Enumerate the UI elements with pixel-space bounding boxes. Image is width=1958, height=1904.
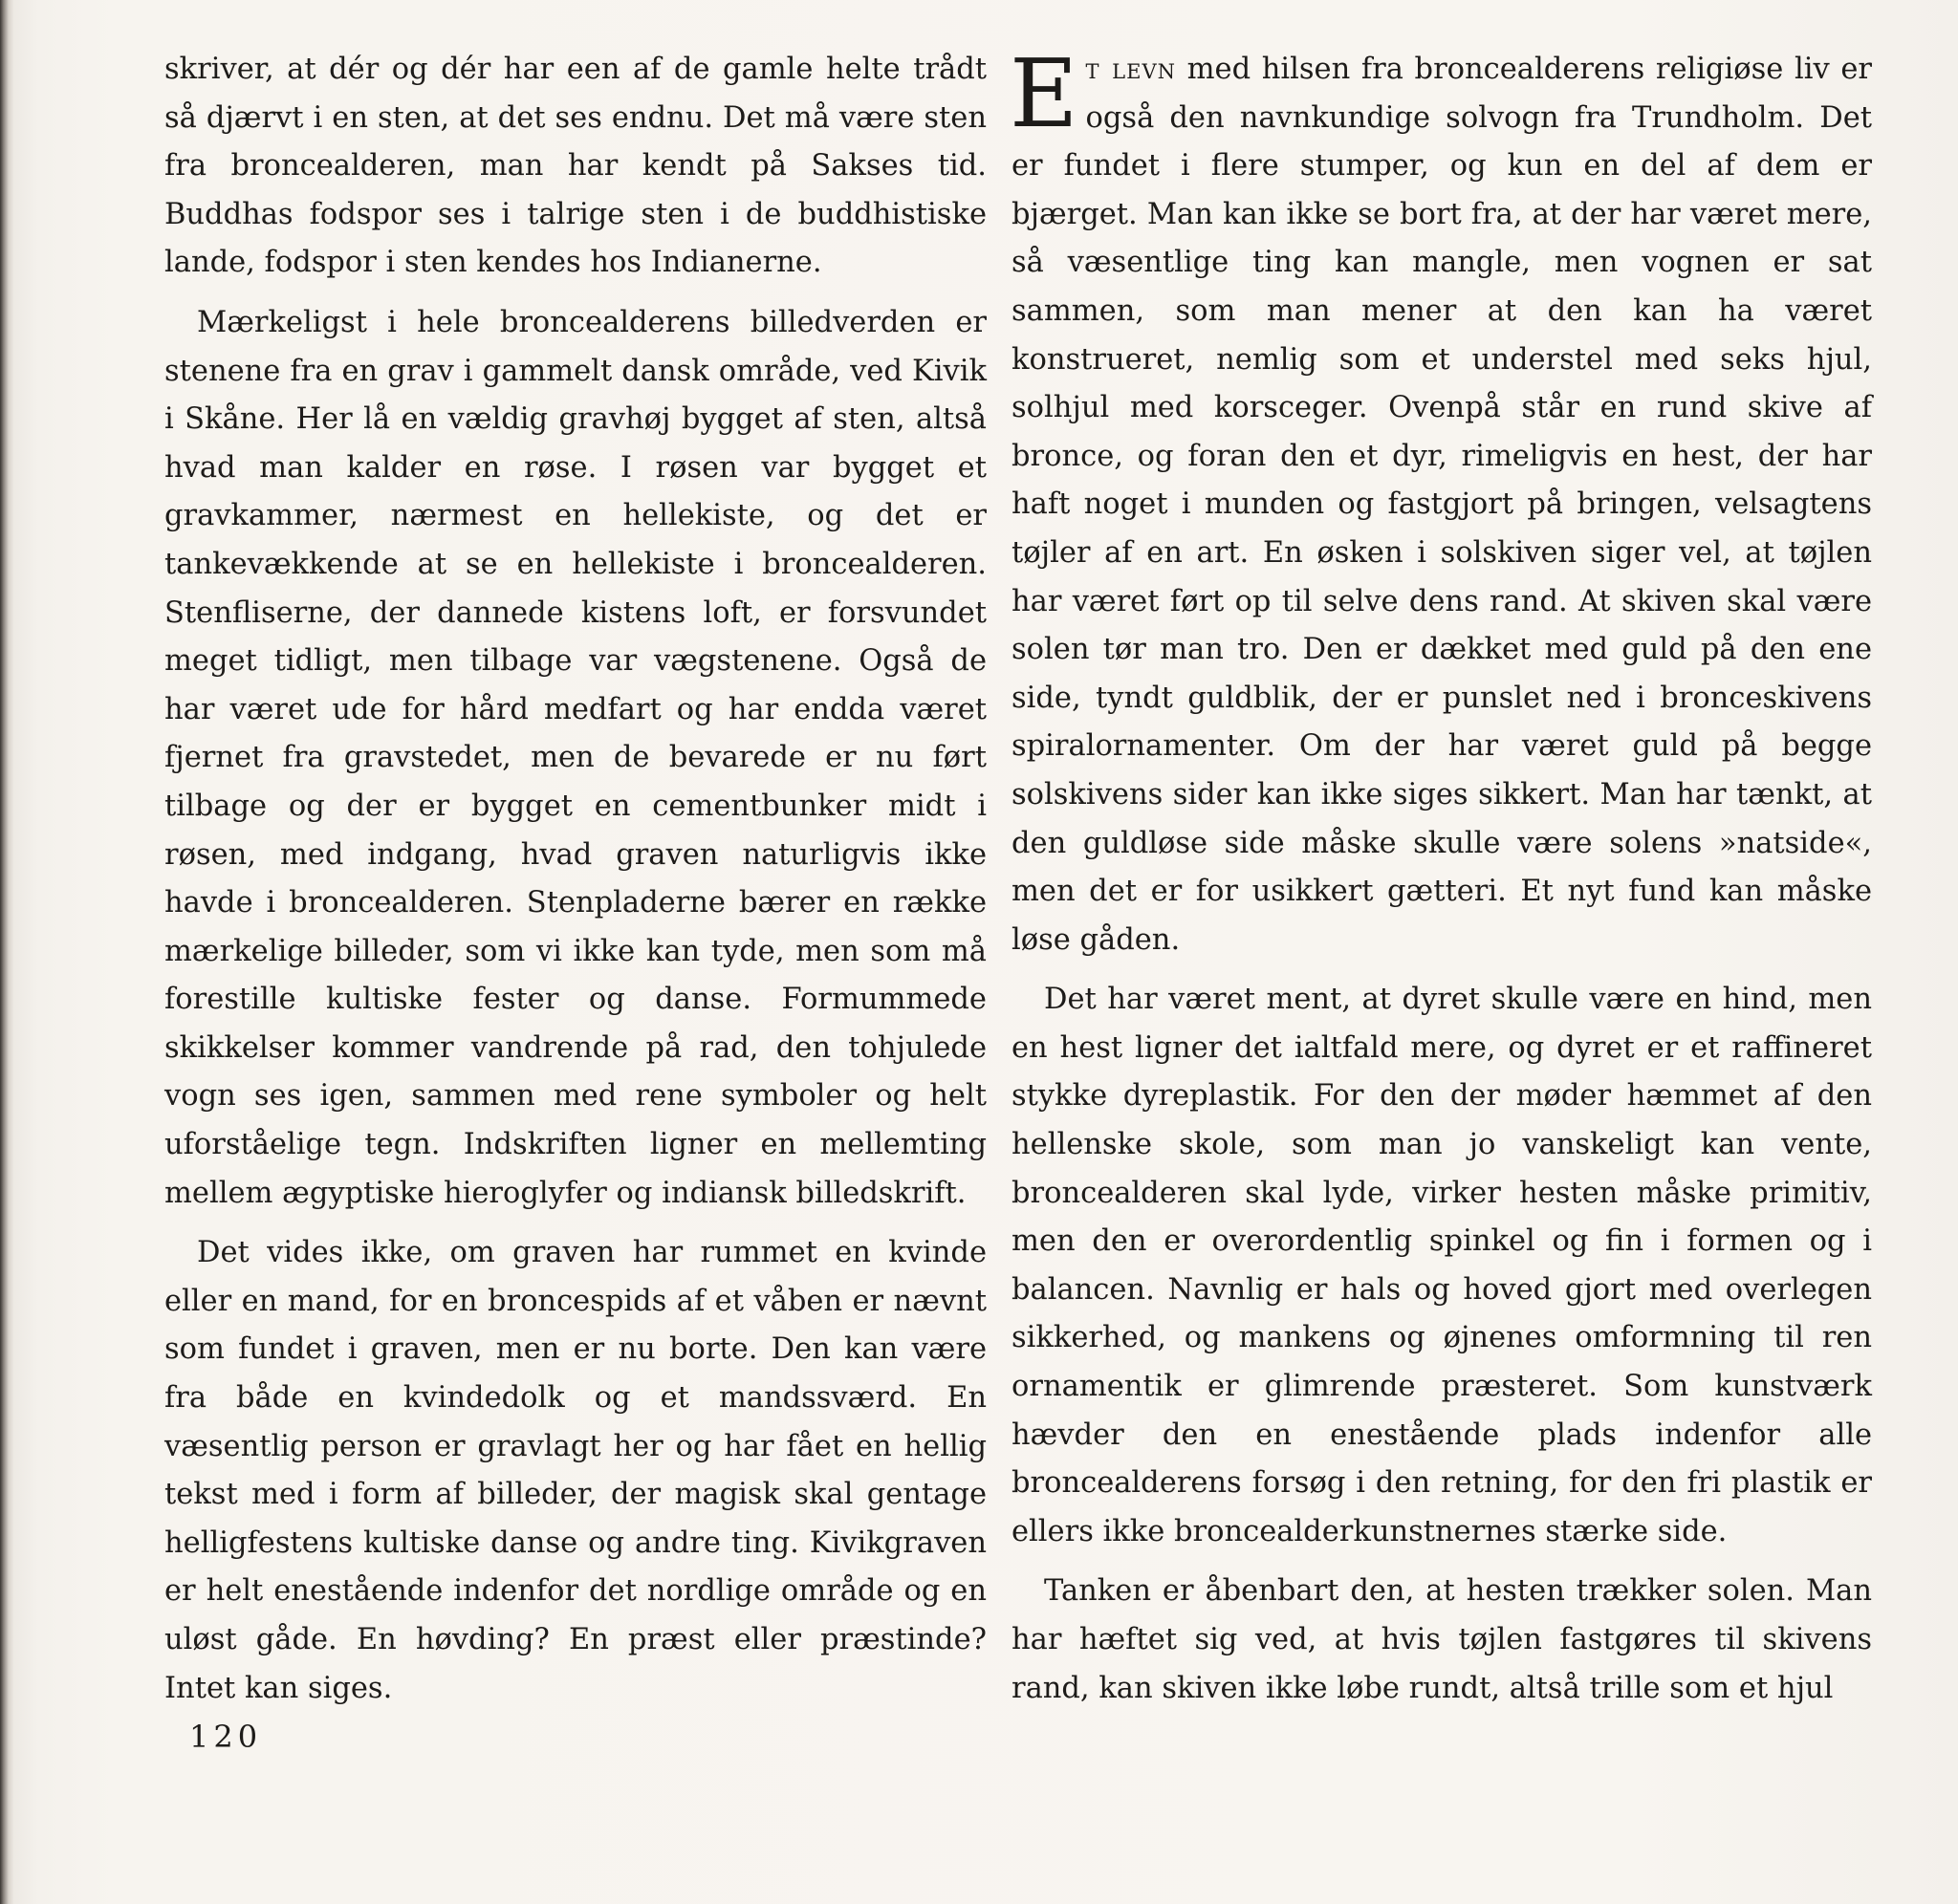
right-paragraph-1 [1010, 40, 1872, 964]
left-paragraph-2: Mærkeligst i hele broncealderens billedverden er stenene fra en grav i gammelt dansk område, ved Kivik i Skåne. Her lå en vældig gravhøj bygget af sten, altså hvad man kalder en røse. I røsen var bygget et gravkammer, nærmest en hellekiste, og det er tankevækkende at se en hellekiste i broncealderen. Stenfliserne, der dannede kistens loft, er forsvundet meget tidligt, men tilbage var vægstenene. Også de har været ude for hård medfart og har endda været fjernet fra gravstedet, men de bevarede er nu ført tilbage og der er bygget en cementbunker midt i røsen, med indgang, hvad graven naturligvis ikke havde i broncealderen. Stenpladerne bærer en række mærkelige billeder, som vi ikke kan tyde, men som må forestille kultiske fester og danse. Formummede skikkelser kommer vandrende på rad, den tohjulede vogn ses igen, sammen med rene symboler og helt uforståelige tegn. Indskriften ligner en mellemting mellem ægyptiske hieroglyfer og indiansk billedskrift. [164, 305, 987, 1210]
right-paragraph-2: Det har været ment, at dyret skulle være en hind, men en hest ligner det ialtfald mere, og dyret er et raffineret stykke dyreplastik. For den der møder hæmmet af den hellenske skole, som man jo vanskeligt kan vente, broncealderen skal lyde, virker hesten måske primitiv, men den er overordentlig spinkel og fin i formen og i balancen. Navnlig er hals og hoved gjort med overlegen sikkerhed, og mankens og øjnenes omformning til ren ornamentik er glimrende præsteret. Som kunstværk hævder den en enestående plads indenfor alle broncealderens forsøg i den retning, for den fri plastik er ellers ikke broncealderkunstnernes stærke side. [1012, 983, 1872, 1548]
drop-cap: E [1010, 40, 1078, 149]
page-number: 120 [189, 1719, 263, 1755]
right-paragraph-3: Tanken er åbenbart den, at hesten trækker solen. Man har hæftet sig ved, at hvis tøjlen fastgøres til skivens rand, kan skiven ikke løbe rundt, altså trille som et hjul [1012, 1574, 1872, 1705]
left-column [164, 46, 987, 1713]
paragraph-gap [1012, 1556, 1872, 1568]
paragraph-gap [164, 288, 987, 299]
paragraph-gap [1012, 964, 1872, 976]
paragraph-gap [164, 1218, 987, 1229]
right-paragraph-1-text: med hilsen fra broncealderens religiøse liv er også den navnkundige solvogn fra Trundholm. Det er fundet i flere stumper, og kun en del af dem er bjærget. Man kan ikke se bort fra, at der har været mere, så væsentlige ting kan mangle, men vognen er sat sammen, som man mener at den kan ha været konstrueret, nemlig som et understel med seks hjul, solhjul med korsceger. Ovenpå står en rund skive af bronce, og foran den et dyr, rimeligvis en hest, der har haft noget i munden og fastgjort på bringen, velsagtens tøjler af en art. En øsken i solskiven siger vel, at tøjlen har været ført op til selve dens rand. At skiven skal være solen tør man tro. Den er dækket med guld på den ene side, tyndt guldblik, der er punslet ned i bronceskivens spiralornamenter. Om der har været guld på begge solskivens sider kan ikke siges sikkert. Man har tænkt, at den guldløse side måske skulle være solens »natside«, men det er for usikkert gætteri. Et nyt fund kan måske løse gåden. [1012, 53, 1872, 957]
lead-small-caps: t levn [1085, 53, 1176, 86]
left-paragraph-3: Det vides ikke, om graven har rummet en kvinde eller en mand, for en broncespids af et våben er nævnt som fundet i graven, men er nu borte. Den kan være fra både en kvindedolk og et mandssværd. En væsentlig person er gravlagt her og har fået en hellig tekst med i form af billeder, der magisk skal gentage helligfestens kultiske danse og andre ting. Kivikgraven er helt enestående indenfor det nordlige område og en uløst gåde. En høvding? En præst eller præstinde? Intet kan siges. [164, 1236, 987, 1705]
left-paragraph-1: skriver, at dér og dér har een af de gamle helte trådt så djærvt i en sten, at det ses endnu. Det må være sten fra broncealderen, man har kendt på Sakses tid. Buddhas fodspor ses i talrige sten i de buddhistiske lande, fodspor i sten kendes hos Indianerne. [164, 53, 987, 280]
right-column [1010, 40, 1872, 1713]
binding-edge [0, 0, 13, 1904]
